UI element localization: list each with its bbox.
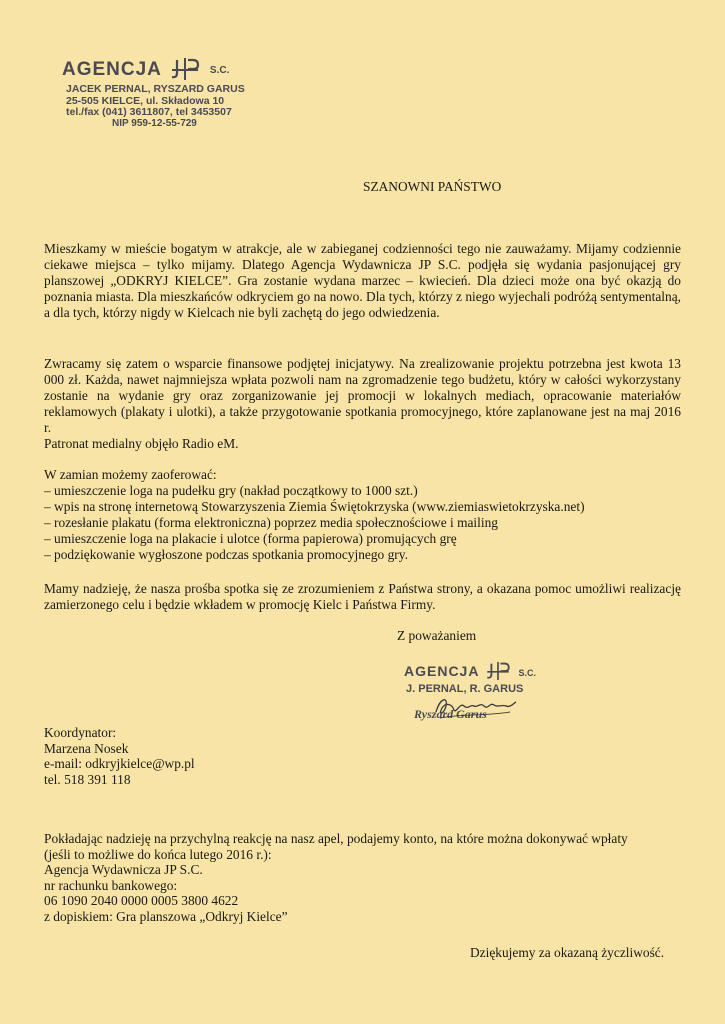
- bank-account-number: 06 1090 2040 0000 0005 3800 4622: [44, 893, 239, 909]
- paragraph-intro: Mieszkamy w mieście bogatym w atrakcje, ale w zabieganej codzienności tego nie zauważamy. Mijamy codziennie ciekawe miejsca – tylko mijamy. Dlatego Agencja Wydawnicza JP S.C. podjęła się wydania pasjonującej gry planszowej „ODKRYJ KIELCE”. Gra zostanie wydana marzec – kwiecień. Dla dzieci może ona być okazją do poznania miasta. Dla mieszkańców odkryciem go na nowo. Dla tych, którzy z niego wyjechali podróżą sentymentalną, a dla tych, którzy nigdy w Kielcach nie byli zachętą do jego odwiedzenia.: [44, 241, 681, 320]
- coordinator-email: e-mail: odkryjkielce@wp.pl: [44, 756, 195, 772]
- list-item: – wpis na stronę internetową Stowarzyszenia Ziemia Świętokrzyska (www.ziemiaswietokrzyska.net): [44, 499, 585, 514]
- company-stamp-top: [62, 55, 272, 129]
- list-item: – rozesłanie plakatu (forma elektroniczna) poprzez media społecznościowe i mailing: [44, 515, 498, 530]
- bank-account-label: nr rachunku bankowego:: [44, 877, 178, 893]
- paragraph-request-text: Zwracamy się zatem o wsparcie finansowe podjętej inicjatywy. Na zrealizowanie projektu potrzebna jest kwota 13 000 zł. Każda, nawet najmniejsza wpłata pozwoli nam na zgromadzenie tego budżetu, który w całości wykorzystany zostanie na wydanie gry oraz zorganizowanie jej promocji w lokalnych mediach, opracowanie materiałów reklamowych (plakaty i ulotki), a także przygotowanie spotkania promocyjnego, które zaplanowane jest na maj 2016 r.: [44, 356, 681, 435]
- bank-transfer-note: z dopiskiem: Gra planszowa „Odkryj Kielce”: [44, 908, 288, 924]
- stamp-sc-label: S.C.: [518, 667, 536, 678]
- coordinator-name: Marzena Nosek: [44, 740, 129, 756]
- stamp-phone: tel./fax (041) 3611807, tel 3453507: [66, 106, 232, 118]
- bank-recipient: Agencja Wydawnicza JP S.C.: [44, 862, 203, 878]
- stamp-owners: J. PERNAL, R. GARUS: [406, 683, 524, 695]
- offer-list: [44, 467, 681, 563]
- agency-logo-icon: [484, 660, 512, 682]
- stamp-address: 25-505 KIELCE, ul. Składowa 10: [66, 94, 225, 107]
- bank-details: [44, 831, 689, 925]
- stamp-owners: JACEK PERNAL, RYSZARD GARUS: [66, 83, 245, 95]
- paragraph-closing: Mamy nadzieję, że nasza prośba spotka się ze zrozumieniem z Państwa strony, a okazana pomoc umożliwi realizację zamierzonego celu i będzie wkładem w promocję Kielc i Państwa Firmy.: [44, 581, 681, 612]
- agency-logo-icon: [168, 56, 202, 82]
- bank-intro: Pokładając nadzieję na przychylną reakcję na nasz apel, podajemy konto, na które można dokonywać wpłaty: [44, 831, 628, 846]
- greeting: SZANOWNI PAŃSTWO: [363, 179, 502, 194]
- list-item: – umieszczenie loga na plakacie i ulotce (forma papierowa) promujących grę: [44, 531, 457, 546]
- coordinator-label: Koordynator:: [44, 725, 117, 740]
- coordinator-phone: tel. 518 391 118: [44, 771, 131, 787]
- offer-intro: W zamian możemy zaoferować:: [44, 467, 217, 482]
- stamp-agency-label: AGENCJA: [404, 663, 480, 679]
- regards: Z poważaniem: [397, 628, 477, 643]
- list-item: – podziękowanie wygłoszone podczas spotkania promocyjnego gry.: [44, 547, 408, 562]
- thanks-line: Dziękujemy za okazaną życzliwość.: [470, 945, 665, 960]
- stamp-nip: NIP 959-12-55-729: [112, 117, 197, 129]
- handwritten-signature: [430, 692, 520, 724]
- patronage-line: Patronat medialny objęło Radio eM.: [44, 436, 239, 451]
- stamp-agency-label: AGENCJA: [62, 58, 162, 80]
- coordinator-block: [44, 725, 195, 787]
- stamp-signer: Ryszard Garus: [414, 707, 487, 721]
- bank-deadline: (jeśli to możliwe do końca lutego 2016 r.):: [44, 846, 272, 862]
- stamp-sc-label: S.C.: [209, 65, 230, 76]
- paragraph-request: [44, 356, 681, 452]
- list-item: – umieszczenie loga na pudełku gry (nakład początkowy to 1000 szt.): [44, 483, 418, 498]
